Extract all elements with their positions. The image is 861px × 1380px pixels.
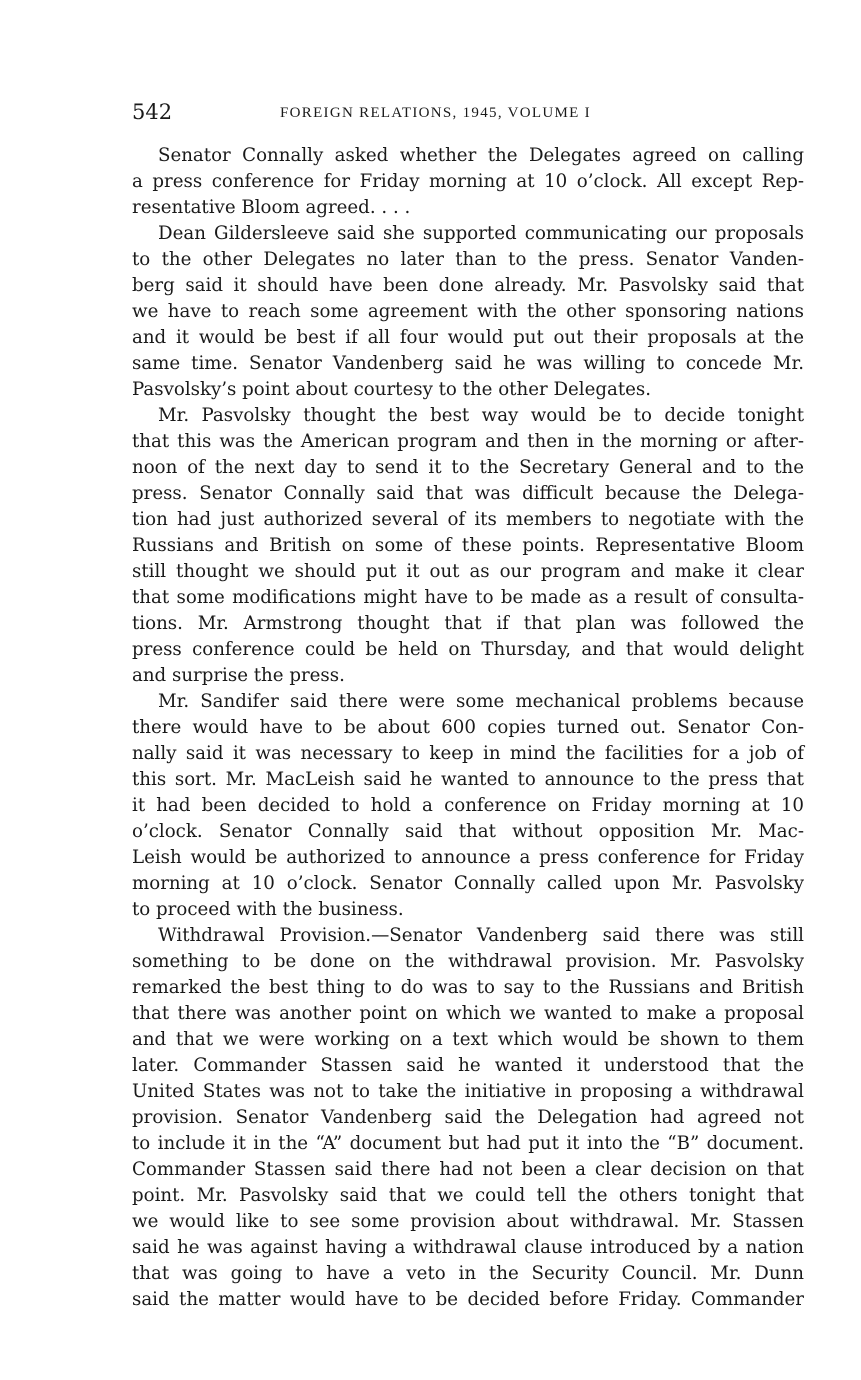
text-line: to the other Delegates no later than to the press. Senator Vanden- [132,249,804,270]
text-line: and it would be best if all four would put out their proposals at the [132,327,804,348]
text-line: point. Mr. Pasvolsky said that we could tell the others tonight that [132,1185,804,1206]
text-line: press. Senator Connally said that was difficult because the Delega- [132,483,804,504]
text-line: it had been decided to hold a conference on Friday morning at 10 [132,795,804,816]
text-line: later. Commander Stassen said he wanted it understood that the [132,1055,804,1076]
text-line: tions. Mr. Armstrong thought that if that plan was followed the [132,613,804,634]
text-line: o’clock. Senator Connally said that without opposition Mr. Mac- [132,821,804,842]
body-text [132,143,804,1313]
text-line: Commander Stassen said there had not been a clear decision on that [132,1159,804,1180]
text-line: that there was another point on which we wanted to make a proposal [132,1003,804,1024]
text-line: to include it in the “A” document but had put it into the “B” document. [132,1133,804,1154]
text-line: press conference could be held on Thursday, and that would delight [132,639,804,660]
text-line: same time. Senator Vandenberg said he was willing to concede Mr. [132,353,804,374]
text-line: noon of the next day to send it to the Secretary General and to the [132,457,804,478]
text-line: United States was not to take the initiative in proposing a withdrawal [132,1081,804,1102]
text-line: that was going to have a veto in the Security Council. Mr. Dunn [132,1263,804,1284]
text-line: and surprise the press. [132,665,345,686]
running-head: FOREIGN RELATIONS, 1945, VOLUME I [280,105,591,121]
text-line: Pasvolsky’s point about courtesy to the other Delegates. [132,379,652,400]
text-line: that this was the American program and then in the morning or after- [132,431,804,452]
text-line: berg said it should have been done already. Mr. Pasvolsky said that [132,275,804,296]
text-line: Senator Connally asked whether the Delegates agreed on calling [158,145,804,166]
text-line: Russians and British on some of these points. Representative Bloom [132,535,804,556]
text-line: Withdrawal Provision.—Senator Vandenberg said there was still [158,925,804,946]
text-line: morning at 10 o’clock. Senator Connally called upon Mr. Pasvolsky [132,873,804,894]
page-number: 542 [132,100,173,124]
text-line: to proceed with the business. [132,899,404,920]
text-line: a press conference for Friday morning at 10 o’clock. All except Rep- [132,171,804,192]
text-line: this sort. Mr. MacLeish said he wanted to announce to the press that [132,769,804,790]
text-line: resentative Bloom agreed. . . . [132,197,411,218]
page-header [132,98,802,130]
text-line: and that we were working on a text which would be shown to them [132,1029,804,1050]
text-line: nally said it was necessary to keep in mind the facilities for a job of [132,743,804,764]
text-line: something to be done on the withdrawal provision. Mr. Pasvolsky [132,951,804,972]
text-line: we have to reach some agreement with the other sponsoring nations [132,301,804,322]
text-line: we would like to see some provision about withdrawal. Mr. Stassen [132,1211,804,1232]
text-line: tion had just authorized several of its members to negotiate with the [132,509,804,530]
text-line: there would have to be about 600 copies turned out. Senator Con- [132,717,804,738]
text-line: remarked the best thing to do was to say to the Russians and British [132,977,804,998]
text-line: said he was against having a withdrawal clause introduced by a nation [132,1237,804,1258]
text-line: Mr. Pasvolsky thought the best way would be to decide tonight [158,405,804,426]
text-line: provision. Senator Vandenberg said the Delegation had agreed not [132,1107,804,1128]
text-line: that some modifications might have to be made as a result of consulta- [132,587,804,608]
text-line: Mr. Sandifer said there were some mechanical problems because [158,691,804,712]
text-line: said the matter would have to be decided before Friday. Commander [132,1289,804,1310]
text-line: Leish would be authorized to announce a press conference for Friday [132,847,804,868]
text-line: Dean Gildersleeve said she supported communicating our proposals [158,223,804,244]
text-line: still thought we should put it out as our program and make it clear [132,561,804,582]
